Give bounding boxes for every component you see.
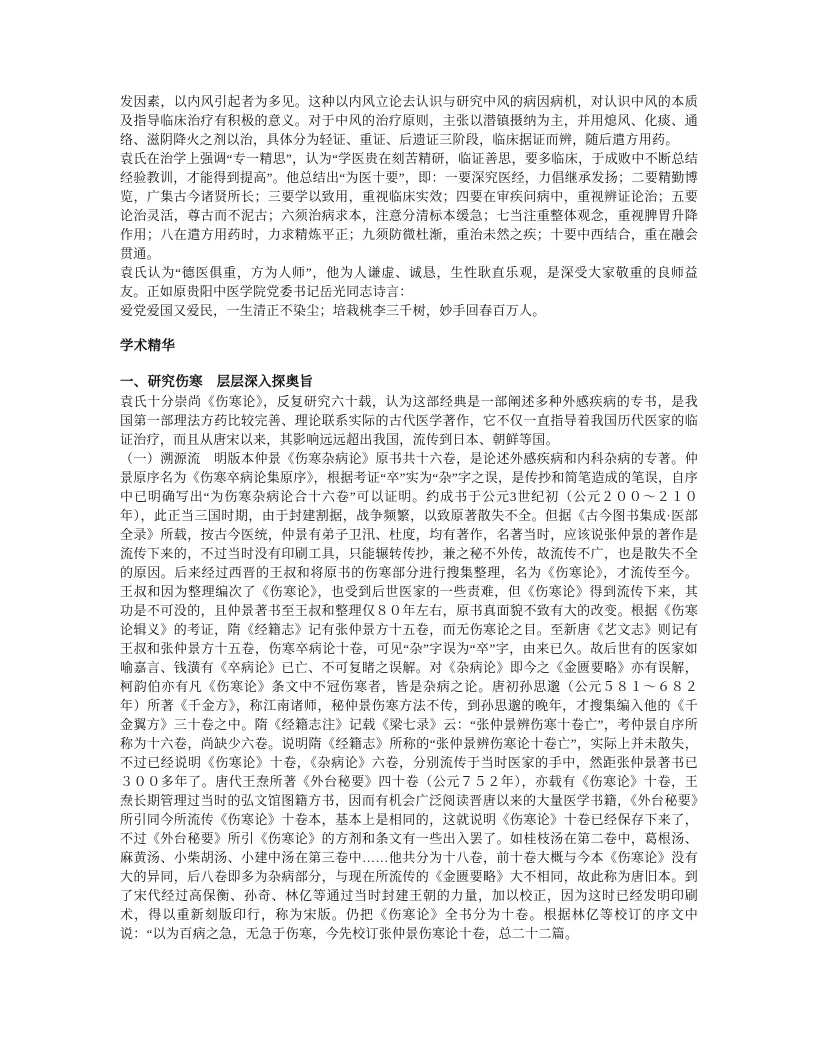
paragraph-shanghan-intro: 袁氏十分崇尚《伤寒论》，反复研究六十载，认为这部经典是一部阐述多种外感疾病的专书，是我国第一部理法方药比较完善、理论联系实际的古代医学著作，它不仅一直指导着我国历代医家的临证治疗，而且从唐宋以来，其影响远远超出我国，流传到日本、朝鲜等国。 xyxy=(120,394,698,447)
paragraph-ten-essentials-of-medicine: 袁氏在治学上强调“专一精思”，认为“学医贵在刻苦精研，临证善思，要多临床，于成败中不断总结经验教训，才能得到提高”。他总结出“为医十要”，即：一要深究医经，力倡继承发扬；二要精勤博览，广集古今诸贤所长；三要学以致用，重视临床实效；四要在审疾问病中，重视辨证论治；五要论治灵活，尊古而不泥古；六须治病求本，注意分清标本缓急；七当注重整体观念，重视脾胃升降作用；八在遣方用药时，力求精炼平正；九须防微杜渐，重治未然之疾；十要中西结合，重在融会贯通。 xyxy=(120,151,698,261)
poem-line: 爱党爱国又爱民，一生清正不染尘；培栽桃李三千树，妙手回春百万人。 xyxy=(120,303,546,318)
section-heading: 学术精华 xyxy=(120,338,176,353)
page-text-content xyxy=(120,92,698,943)
paragraph-source-tracing: （一）溯源流 明版本仲景《伤寒杂病论》原书共十六卷，是论述外感疾病和内科杂病的专著。仲景原序名为《伤寒卒病论集原序》，根据考证“卒”实为“杂”字之误，是传抄和简笔造成的笔误，自序中已明确写出“为伤寒杂病论合十六卷”可以证明。约成书于公元3世纪初（公元２００～２１０年），此正当三国时期，由于封建割据，战争频繁，以致原著散失不全。但据《古今图书集成·医部全录》所载，按古今医统，仲景有弟子卫汛、杜度，均有著作，名著当时，应该说张仲景的著作是流传下来的，不过当时没有印刷工具，只能辗转传抄，兼之秘不外传，故流传不广，也是散失不全的原因。后来经过西晋的王叔和将原书的伤寒部分进行搜集整理，名为《伤寒论》，才流传至今。王叔和因为整理编次了《伤寒论》，也受到后世医家的一些责难，但《伤寒论》得到流传下来，其功是不可没的，且仲景著书至王叔和整理仅８０年左右，原书真面貌不致有大的改变。根据《伤寒论辑义》的考证，隋《经籍志》记有张仲景方十五卷，而无伤寒论之目。至新唐《艺文志》则记有王叔和张仲景方十五卷，伤寒卒病论十卷，可见“杂”字误为“卒”字，由来已久。故后世有的医家如喻嘉言、钱潢有《卒病论》已亡、不可复睹之误解。对《杂病论》即今之《金匮要略》亦有误解，柯韵伯亦有凡《伤寒论》条文中不冠伤寒者，皆是杂病之论。唐初孙思邈（公元５８１～６８２年）所著《千金方》，称江南诸师，秘仲景伤寒方法不传，到孙思邈的晚年，才搜集编入他的《千金翼方》三十卷之中。隋《经籍志注》记载《梁七录》云：“张仲景辨伤寒十卷亡”，考仲景自序所称为十六卷，尚缺少六卷。说明隋《经籍志》所称的“张仲景辨伤寒论十卷亡”，实际上并未散失，不过已经说明《伤寒论》十卷，《杂病论》六卷，分别流传于当时医家的手中，然距张仲景著书已３００多年了。唐代王焘所著《外台秘要》四十卷（公元７５２年），亦载有《伤寒论》十卷，王焘长期管理过当时的弘文馆图籍方书，因而有机会广泛阅读晋唐以来的大量医学书籍，《外台秘要》所引同今所流传《伤寒论》十卷本，基本上是相同的，这就说明《伤寒论》十卷已经保存下来了，不过《外台秘要》所引《伤寒论》的方剂和条文有一些出入罢了。如桂枝汤在第二卷中，葛根汤、麻黄汤、小柴胡汤、小建中汤在第三卷中……他共分为十八卷，前十卷大概与今本《伤寒论》没有大的异同，后八卷即多为杂病部分，与现在所流传的《金匮要略》大不相同，故此称为唐旧本。到了宋代经过高保衡、孙奇、林亿等通过当时封建王朝的力量，加以校正，因为这时已经发明印刷术，得以重新刻版印行，称为宋版。仍把《伤寒论》全书分为十卷。根据林亿等校订的序文中说：“以为百病之急，无急于伤寒，今先校订张仲景伤寒论十卷，总二十二篇。 xyxy=(120,451,698,941)
subsection-heading: 一、研究伤寒 层层深入探奥旨 xyxy=(120,374,314,389)
paragraph-personal-character: 袁氏认为“德医俱重，方为人师”，他为人谦虚、诚恳，生性耿直乐观，是深受大家敬重的良师益友。正如原贵阳中医学院党委书记岳光同志诗言： xyxy=(120,265,698,299)
paragraph-stroke-treatment: 发因素，以内风引起者为多见。这种以内风立论去认识与研究中风的病因病机，对认识中风的本质及指导临床治疗有积极的意义。对于中风的治疗原则，主张以潜镇摄纳为主，并用熄风、化痰、通络、滋阴降火之剂以治，具体分为轻证、重证、后遗证三阶段，临床据证而辨，随后遣方用药。 xyxy=(120,94,698,147)
